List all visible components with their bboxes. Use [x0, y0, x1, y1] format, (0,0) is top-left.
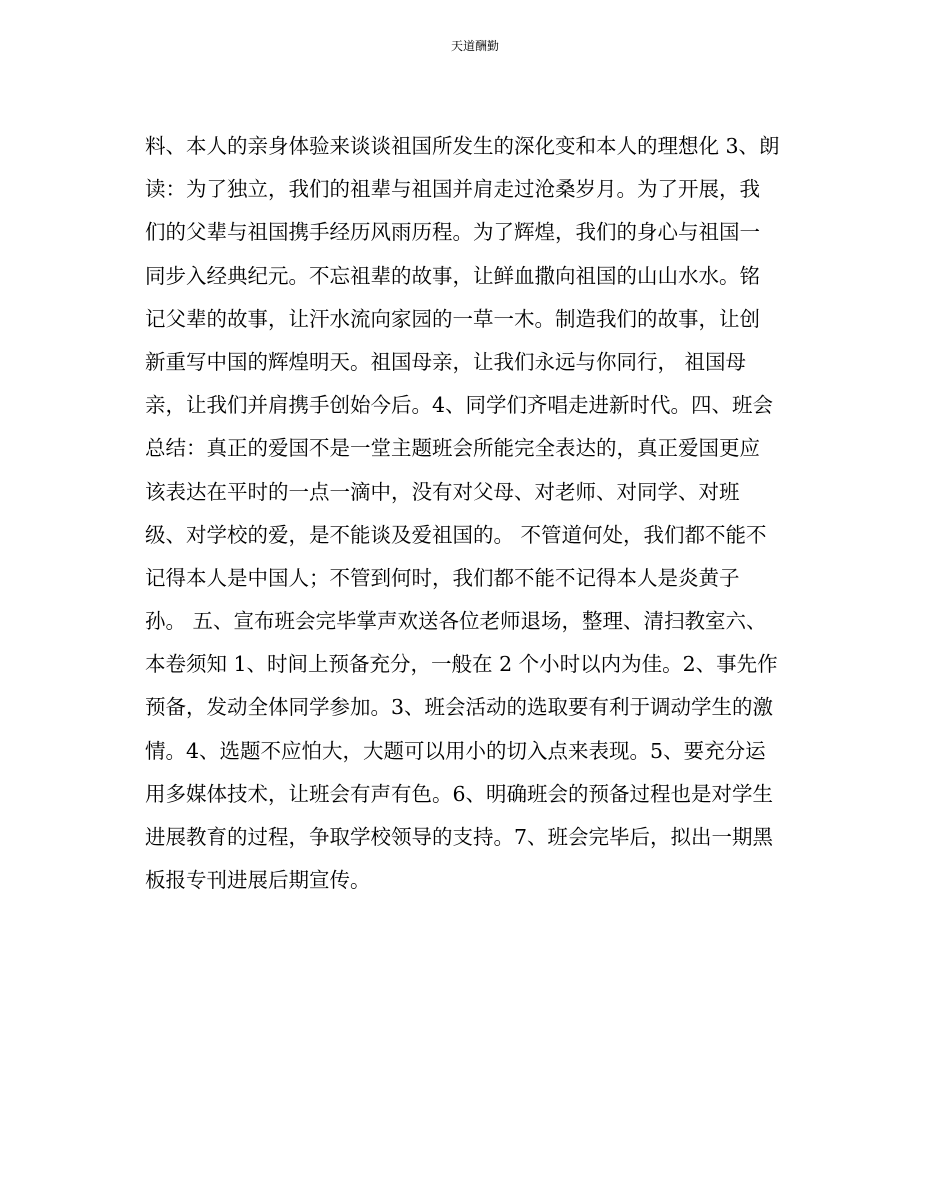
text-line: 该表达在平时的一点一滴中，没有对父母、对老师、对同学、对班 [145, 479, 740, 504]
text-line: 记父辈的故事，让汗水流向家园的一草一木。制造我们的故事，让创 [145, 306, 760, 331]
text-line: 孙。 五、宣布班会完毕掌声欢送各位老师退场，整理、清扫教室六、 [145, 609, 767, 634]
body-text [145, 125, 810, 902]
text-line: 用多媒体技术，让班会有声有色。6、明确班会的预备过程也是对学生 [145, 781, 774, 806]
text-line: 情。4、选题不应怕大，大题可以用小的切入点来表现。5、要充分运 [145, 738, 766, 763]
text-line: 板报专刊进展后期宣传。 [145, 868, 371, 893]
text-line: 总结：真正的爱国不是一堂主题班会所能完全表达的，真正爱国更应 [145, 436, 760, 461]
text-line: 读：为了独立，我们的祖辈与祖国并肩走过沧桑岁月。为了开展，我 [145, 177, 760, 202]
text-line: 本卷须知 1、时间上预备充分，一般在 2 个小时以内为佳。2、事先作 [145, 652, 778, 677]
text-line: 料、本人的亲身体验来谈谈祖国所发生的深化变和本人的理想化 3、朗 [145, 134, 780, 158]
text-line: 进展教育的过程，争取学校领导的支持。7、班会完毕后，拟出一期黑 [145, 825, 774, 849]
text-line: 记得本人是中国人；不管到何时，我们都不能不记得本人是炎黄子 [145, 565, 740, 590]
text-line: 亲，让我们并肩携手创始今后。4、同学们齐唱走进新时代。四、班会 [145, 393, 774, 418]
text-line: 级、对学校的爱，是不能谈及爱祖国的。 不管道何处，我们都不能不 [145, 522, 767, 547]
text-line: 同步入经典纪元。不忘祖辈的故事，让鲜血撒向祖国的山山水水。铭 [145, 263, 760, 288]
page-header: 天道酬勤 [450, 39, 499, 53]
text-line: 们的父辈与祖国携手经历风雨历程。为了辉煌，我们的身心与祖国一 [145, 220, 760, 245]
text-line: 新重写中国的辉煌明天。祖国母亲，让我们永远与你同行， 祖国母 [145, 349, 747, 374]
text-line: 预备，发动全体同学参加。3、班会活动的选取要有利于调动学生的激 [145, 695, 774, 720]
